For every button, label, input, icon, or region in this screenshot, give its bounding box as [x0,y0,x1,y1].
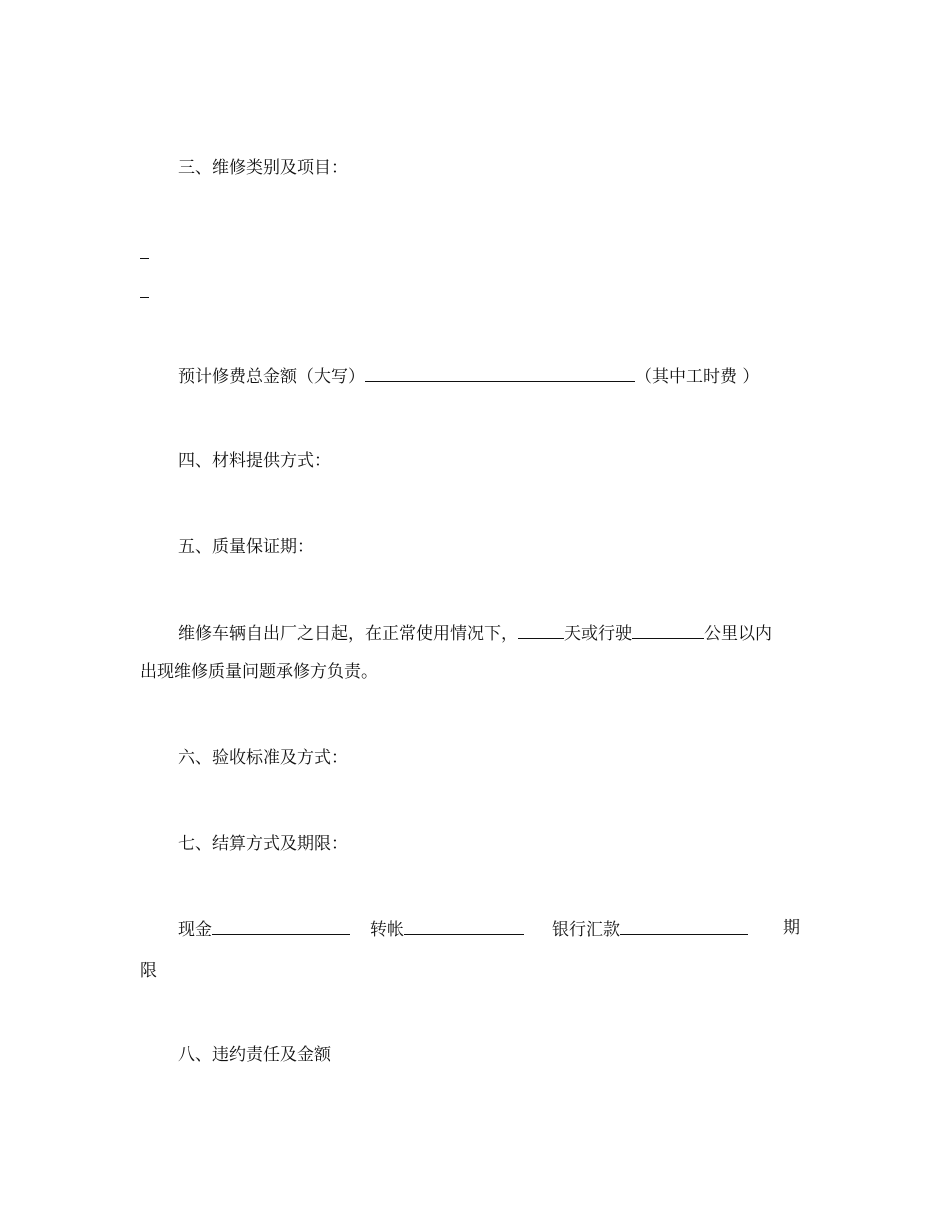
warranty-days-blank[interactable] [518,622,564,639]
warranty-line-1 [178,622,772,644]
section-4-heading: 四、材料提供方式： [178,451,331,471]
payment-transfer-blank[interactable] [404,918,524,935]
payment-term-char-1: 期 [783,918,800,938]
payment-cash-label: 现金 [178,920,212,940]
warranty-text-2: 天或行驶 [564,624,632,644]
section-5-heading: 五、质量保证期： [178,537,314,557]
estimate-label: 预计修费总金额（大写） [178,367,365,387]
estimate-amount-blank[interactable] [365,365,635,382]
warranty-line-2: 出现维修质量问题承修方负责。 [140,662,378,682]
payment-line [178,918,748,940]
warranty-text-1: 维修车辆自出厂之日起，在正常使用情况下， [178,624,518,644]
warranty-text-3: 公里以内 [704,624,772,644]
estimate-line [178,365,759,387]
section-7-heading: 七、结算方式及期限： [178,834,348,854]
blank-dash-2 [140,297,149,298]
estimate-suffix: （其中工时费 ） [635,367,760,387]
section-6-heading: 六、验收标准及方式： [178,748,348,768]
warranty-km-blank[interactable] [632,622,704,639]
payment-cash-blank[interactable] [212,918,350,935]
payment-transfer-label: 转帐 [370,920,404,940]
payment-bank-label: 银行汇款 [552,920,620,940]
payment-bank-blank[interactable] [620,918,748,935]
section-8-heading: 八、违约责任及金额 [178,1045,331,1065]
blank-dash-1 [140,258,149,259]
payment-term-char-2: 限 [140,961,157,981]
section-3-heading: 三、维修类别及项目： [178,158,348,178]
